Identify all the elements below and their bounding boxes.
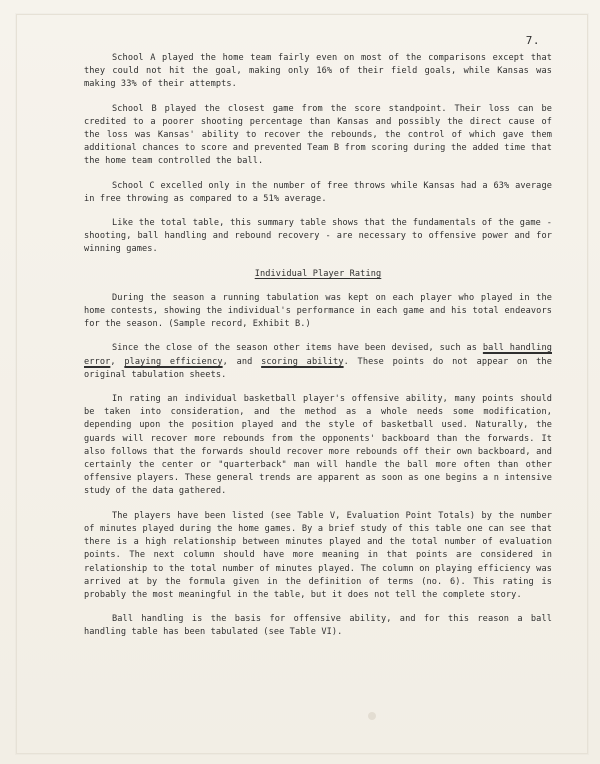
paper-blemish bbox=[368, 712, 376, 720]
new-items-text-start: Since the close of the season other items have been devised, such as bbox=[112, 343, 483, 354]
document-body bbox=[84, 52, 552, 651]
paragraph-school-a: School A played the home team fairly even on most of the comparisons except that they could not hit the goal, making only 16% of their field goals, while Kansas was making 33% of their attempts. bbox=[84, 53, 552, 90]
paragraph-evaluation-totals: The players have been listed (see Table V, Evaluation Point Totals) by the number of minutes played during the home games. By a brief study of this table one can see that there is a high relationship between minutes played and the total number of evaluation points. The next column should have more meaning in that points are considered in relationship to the total number of minutes played. The column on playing efficiency was arrived at by the formula given in the definition of terms (no. 6). This rating is probably the most meaningful in the table, but it does not tell the complete story. bbox=[84, 510, 552, 600]
term-playing-efficiency: playing efficiency bbox=[124, 356, 223, 367]
paragraph-new-items bbox=[84, 342, 552, 382]
paragraph-school-b: School B played the closest game from the score standpoint. Their loss can be credited to a poorer shooting percentage than Kansas and possibly the direct cause of the loss was Kansas' ability to recover the rebounds, the control of which gave them additional chances to score and prevented Team B from scoring during the added time that the home team controlled the ball. bbox=[84, 103, 552, 167]
new-items-separator-1: , bbox=[110, 356, 125, 367]
term-scoring-ability: scoring ability bbox=[261, 356, 344, 367]
new-items-separator-2: , and bbox=[222, 356, 262, 367]
paragraph-ball-handling: Ball handling is the basis for offensive ability, and for this reason a ball handling table has been tabulated (see Table VI). bbox=[84, 614, 552, 638]
paragraph-summary-table: Like the total table, this summary table shows that the fundamentals of the game - shooting, ball handling and rebound recovery - are necessary to offensive power and for winning games. bbox=[84, 218, 552, 255]
paragraph-running-tabulation: During the season a running tabulation was kept on each player who played in the home contests, showing the individual's performance in each game and his total endeavors for the season. (Sample record, Exhibit B.) bbox=[84, 292, 552, 330]
section-heading: Individual Player Rating bbox=[254, 268, 382, 279]
paragraph-rating-method: In rating an individual basketball player's offensive ability, many points should be taken into consideration, and the method as a whole needs some modification, depending upon the position played and the style of basketball used. Naturally, the guards will recover more rebounds from the opponents' backboard than the forwards. It also follows that the forwards should recover more rebounds off their own backboard, and certainly the center or "quarterback" man will handle the ball more often than other offensive players. These general trends are apparent as soon as one begins a n intensive study of the data gathered. bbox=[84, 394, 552, 497]
paragraph-school-c: School C excelled only in the number of free throws while Kansas had a 63% average in free throwing as compared to a 51% average. bbox=[84, 180, 552, 204]
page-number: 7. bbox=[525, 34, 540, 47]
new-items-text-end: . These points do not appear on the original tabulation sheets. bbox=[84, 356, 552, 380]
term-ball-handling-error: ball handling error bbox=[84, 343, 552, 367]
